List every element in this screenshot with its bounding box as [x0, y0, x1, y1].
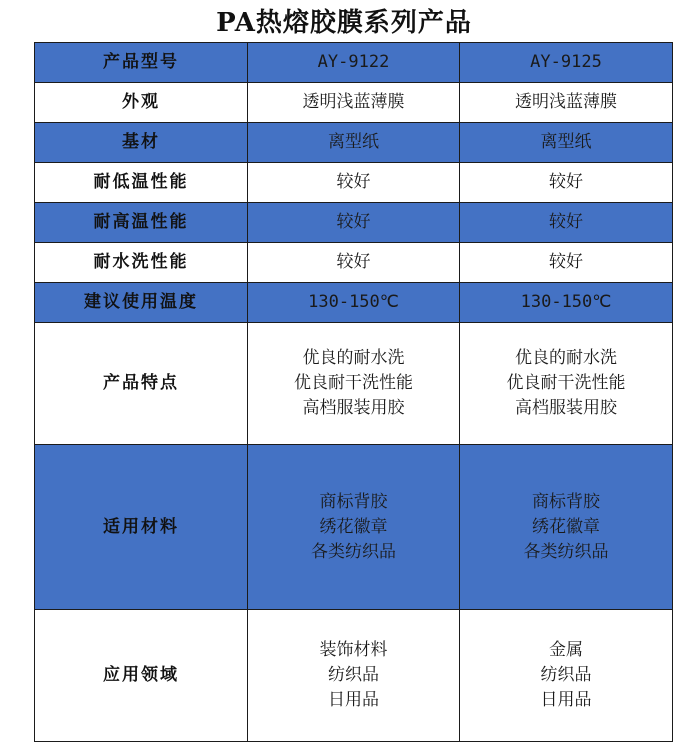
low-temp-value-1: 较好	[248, 163, 460, 203]
wash-value-1: 较好	[248, 243, 460, 283]
high-temp-value-1: 较好	[248, 203, 460, 243]
materials-1-line-3: 各类纺织品	[311, 541, 396, 562]
substrate-value-1: 离型纸	[248, 123, 460, 163]
materials-2-line-2: 绣花徽章	[532, 516, 600, 537]
features-1-line-2: 优良耐干洗性能	[294, 373, 413, 393]
high-temp-value-2: 较好	[460, 203, 673, 243]
materials-cell-1	[248, 445, 460, 610]
table-row-temperature	[35, 283, 673, 323]
row-label-low-temp: 耐低温性能	[35, 163, 248, 203]
row-label-temperature: 建议使用温度	[35, 283, 248, 323]
materials-1-line-2: 绣花徽章	[319, 516, 388, 537]
row-label-high-temp: 耐高温性能	[35, 203, 248, 243]
materials-cell-2	[460, 445, 673, 610]
table-row-wash	[35, 243, 673, 283]
applications-2-line-2: 纺织品	[540, 665, 592, 685]
row-label-features: 产品特点	[35, 323, 248, 445]
features-cell-2	[460, 323, 673, 445]
temperature-value-2: 130-150℃	[460, 283, 673, 323]
table-row-applications	[35, 610, 673, 742]
features-cell-1	[248, 323, 460, 445]
substrate-value-2: 离型纸	[460, 123, 673, 163]
row-label-wash: 耐水洗性能	[35, 243, 248, 283]
features-2-line-3: 高档服装用胶	[515, 398, 617, 418]
page-title: PA热熔胶膜系列产品	[216, 7, 472, 38]
table-row-model	[35, 43, 673, 83]
row-label-model: 产品型号	[35, 43, 248, 83]
applications-2-line-3: 日用品	[540, 690, 592, 710]
model-ay-9125: AY-9125	[460, 43, 673, 83]
materials-2-line-3: 各类纺织品	[523, 541, 609, 562]
low-temp-value-2: 较好	[460, 163, 673, 203]
table-row-high-temp	[35, 203, 673, 243]
features-2-line-1: 优良的耐水洗	[515, 348, 617, 368]
appearance-value-1: 透明浅蓝薄膜	[248, 83, 460, 123]
applications-cell-2	[460, 610, 673, 742]
temperature-value-1: 130-150℃	[248, 283, 460, 323]
model-ay-9122: AY-9122	[248, 43, 460, 83]
features-2-line-2: 优良耐干洗性能	[506, 373, 626, 393]
appearance-value-2: 透明浅蓝薄膜	[460, 83, 673, 123]
table-row-low-temp	[35, 163, 673, 203]
features-1-line-3: 高档服装用胶	[302, 398, 405, 418]
applications-cell-1	[248, 610, 460, 742]
product-spec-table	[34, 42, 673, 742]
materials-1-line-1: 商标背胶	[319, 491, 388, 512]
row-label-applications: 应用领域	[35, 610, 248, 742]
row-label-materials: 适用材料	[35, 445, 248, 610]
table-row-substrate	[35, 123, 673, 163]
row-label-appearance: 外观	[35, 83, 248, 123]
wash-value-2: 较好	[460, 243, 673, 283]
row-label-substrate: 基材	[35, 123, 248, 163]
applications-1-line-3: 日用品	[328, 690, 379, 710]
materials-2-line-1: 商标背胶	[532, 491, 600, 512]
features-1-line-1: 优良的耐水洗	[302, 348, 405, 368]
table-row-materials	[35, 445, 673, 610]
applications-2-line-1: 金属	[549, 640, 583, 660]
table-row-features	[35, 323, 673, 445]
applications-1-line-2: 纺织品	[328, 665, 379, 685]
table-row-appearance	[35, 83, 673, 123]
applications-1-line-1: 装饰材料	[319, 640, 388, 660]
